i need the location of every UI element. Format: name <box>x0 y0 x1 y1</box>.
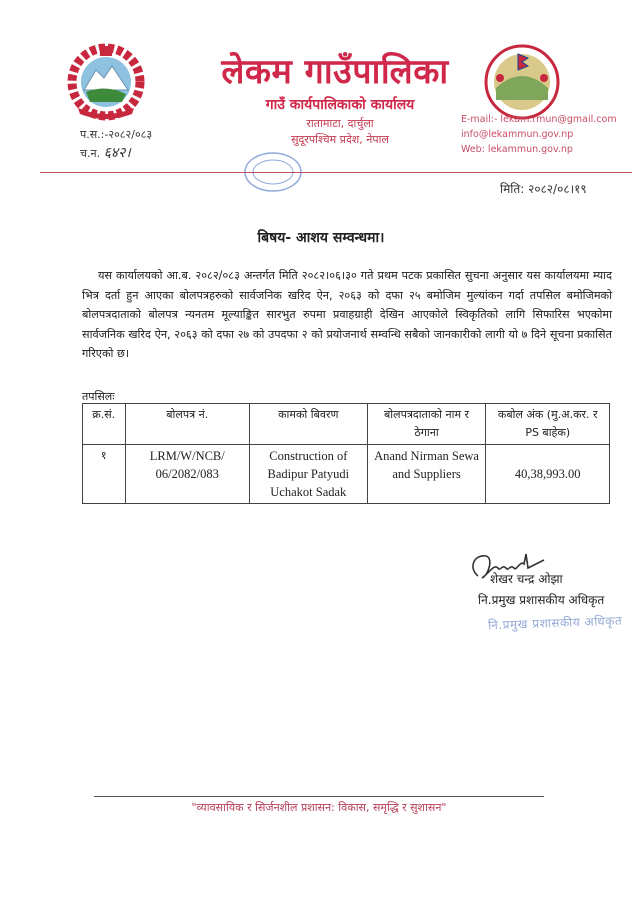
org-title: लेकम गाउँपालिका <box>221 52 449 92</box>
org-address <box>260 116 420 148</box>
nepal-government-emblem-icon <box>62 42 150 126</box>
bid-details-table <box>82 403 610 504</box>
designation-seal: नि.प्रमुख प्रशासकीय अधिकृत <box>487 613 623 633</box>
header-bid-number: बोलपत्र नं. <box>125 404 249 445</box>
signer-name: शेखर चन्द्र ओझा <box>490 572 563 586</box>
signer-title: नि.प्रमुख प्रशासकीय अधिकृत <box>478 593 605 607</box>
table-row <box>83 445 610 504</box>
body-paragraph: यस कार्यालयको आ.ब. २०८२/०८३ अन्तर्गत मिति २०८२।०६।३० गते प्रथम पटक प्रकासित सुचना अनुसार यस कार्यालयमा म्याद भित्र दर्ता हुन आएका बोलपत्रहरुको सार्वजनिक खरिद ऐन, २०६३ को दफा २५ बमोजिम मुल्यांकन गर्दा तपसिल बमोजिमको बोलपत्रदाताको बोलपत्र न्यनतम मूल्याङ्कित सारभुत रुपमा प्रवाहग्राही देखिन आएकोले स्विकृतिको लागि सिफारिस भएकोमा सार्वजनिक खरिद ऐन, २०६३ को दफा २७ को उपदफा २ को प्रयोजनार्थ सम्वन्धि सबैको जानकारीको लागी यो ७ दिने सूचना प्रकासित गरिएको छ। <box>82 269 612 360</box>
contact-email[interactable]: E-mail:- lekam.rmun@gmail.com <box>461 114 617 125</box>
header-bid-amount: कबोल अंक (मु.अ.कर. र PS बाहेक) <box>486 404 610 445</box>
contact-web[interactable]: Web: lekammun.gov.np <box>461 144 573 155</box>
cell-bid-number: LRM/W/NCB/ 06/2082/083 <box>125 445 249 504</box>
footer-motto: "व्यावसायिक र सिर्जनशील प्रशासन: विकास, समृद्धि र सुशासन" <box>191 801 447 814</box>
cell-serial: १ <box>83 445 126 504</box>
chalani-number: ६४२। <box>103 145 131 161</box>
cell-work-description: Construction of Badipur Patyudi Uchakot Sadak <box>249 445 367 504</box>
contact-info <box>461 112 617 157</box>
header-work-description: कामको बिवरण <box>249 404 367 445</box>
reference-block <box>80 126 152 163</box>
header-bidder-name-address: बोलपत्रदाताको नाम र ठेगाना <box>367 404 486 445</box>
table-header-row <box>83 404 610 445</box>
patra-sankhya: प.स.:-२०८२/०८३ <box>80 128 153 141</box>
cell-bid-amount: 40,38,993.00 <box>486 445 610 504</box>
chalani-number-row <box>80 144 152 163</box>
contact-email-2[interactable]: info@lekammun.gov.np <box>461 129 574 140</box>
org-subtitle: गाउँ कार्यपालिकाको कार्यालय <box>265 97 415 113</box>
address-line-2: सुदूरपश्चिम प्रदेश, नेपाल <box>291 133 389 146</box>
header-divider <box>40 172 632 173</box>
header-serial: क्र.सं. <box>83 404 126 445</box>
address-line-1: रातामाटा, दार्चुला <box>306 117 374 130</box>
chalani-label: च.न. <box>80 147 101 160</box>
footer-divider <box>94 796 544 797</box>
details-label: तपसिलः <box>82 390 115 403</box>
cell-bidder-name: Anand Nirman Sewa and Suppliers <box>367 445 486 504</box>
lekam-municipality-logo-icon <box>484 44 560 120</box>
letter-date: मिति: २०८२/०८।१९ <box>500 182 587 196</box>
subject-line: बिषय- आशय सम्वन्धमा। <box>257 230 385 246</box>
